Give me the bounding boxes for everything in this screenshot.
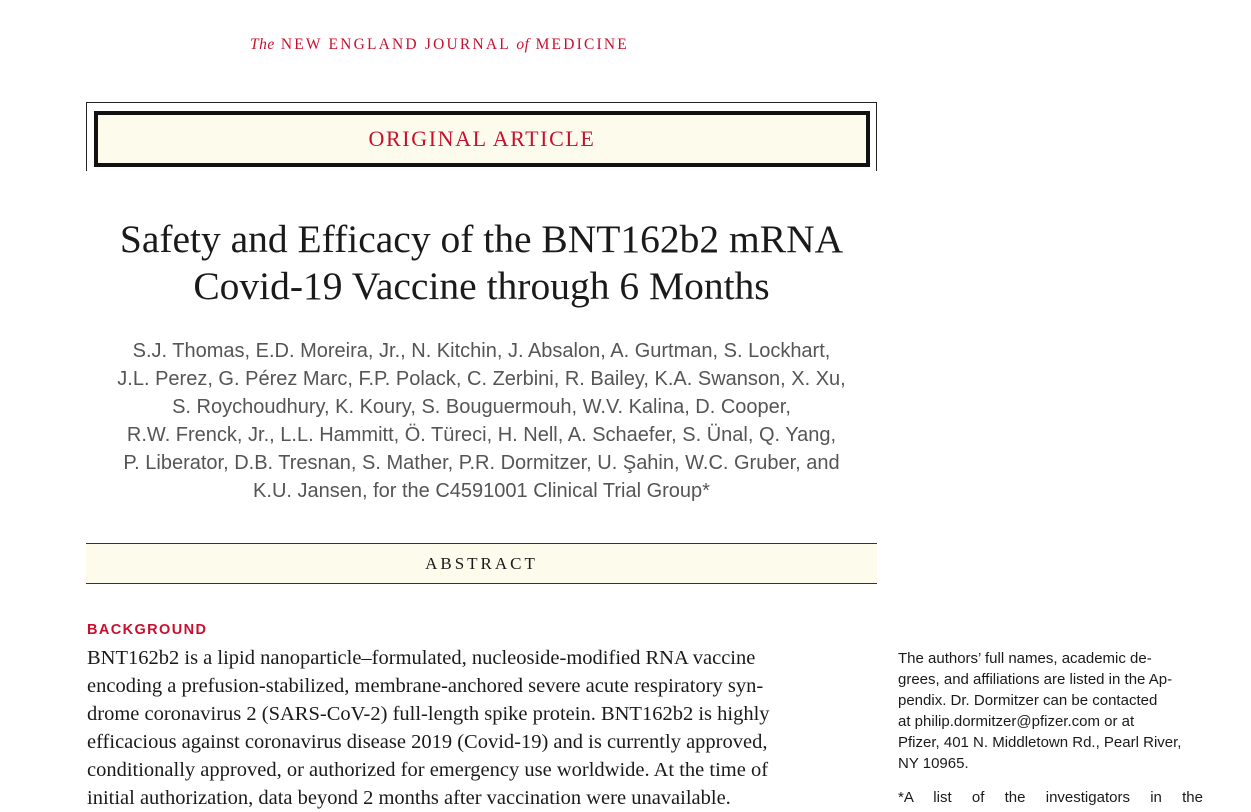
- article-type-label: ORIGINAL ARTICLE: [368, 126, 596, 151]
- sidenote-line: grees, and affiliations are listed in the Ap-: [898, 671, 1173, 688]
- background-line: drome coronavirus 2 (SARS-CoV-2) full-length spike protein. BNT162b2 is highly: [87, 703, 770, 725]
- background-line: encoding a prefusion-stabilized, membrane-anchored severe acute respiratory syn-: [87, 675, 764, 697]
- author-affiliation-note: [898, 648, 1203, 774]
- journal-name-part2: MEDICINE: [535, 36, 629, 53]
- author-line: S.J. Thomas, E.D. Moreira, Jr., N. Kitchin, J. Absalon, A. Gurtman, S. Lockhart,: [132, 340, 831, 362]
- background-line: conditionally approved, or authorized for emergency use worldwide. At the time of: [87, 759, 769, 781]
- sidenote-line: at philip.dormitzer@pfizer.com or at: [898, 713, 1135, 730]
- investigators-note: *A list of the investigators in the: [898, 789, 1203, 806]
- journal-of: of: [516, 36, 530, 53]
- journal-name-part1: NEW ENGLAND JOURNAL: [280, 36, 511, 53]
- author-list: [86, 337, 877, 505]
- author-line: K.U. Jansen, for the C4591001 Clinical Trial Group*: [253, 480, 710, 502]
- background-heading: BACKGROUND: [87, 622, 208, 638]
- background-paragraph: [87, 644, 879, 812]
- background-line: initial authorization, data beyond 2 months after vaccination were unavailable.: [87, 787, 731, 809]
- sidenote-line: Pfizer, 401 N. Middletown Rd., Pearl River,: [898, 734, 1182, 751]
- sidenote-line: The authors’ full names, academic de-: [898, 650, 1152, 667]
- abstract-label: ABSTRACT: [425, 553, 538, 573]
- article-type-banner: [94, 111, 870, 167]
- sidenote-line: NY 10965.: [898, 755, 969, 772]
- article-title-line-1: Safety and Efficacy of the BNT162b2 mRNA: [119, 217, 844, 261]
- author-line: P. Liberator, D.B. Tresnan, S. Mather, P.R. Dormitzer, U. Şahin, W.C. Gruber, and: [123, 452, 840, 474]
- article-title-line-2: Covid-19 Vaccine through 6 Months: [193, 264, 770, 308]
- author-line: S. Roychoudhury, K. Koury, S. Bouguermouh, W.V. Kalina, D. Cooper,: [172, 396, 791, 418]
- background-line: BNT162b2 is a lipid nanoparticle–formulated, nucleoside-modified RNA vaccine: [87, 647, 756, 669]
- article-title: [86, 216, 877, 310]
- background-line: efficacious against coronavirus disease 2019 (Covid-19) and is currently approved,: [87, 731, 768, 753]
- abstract-header-bar: [86, 543, 877, 584]
- journal-the: The: [250, 36, 275, 53]
- sidenote-line: pendix. Dr. Dormitzer can be contacted: [898, 692, 1158, 709]
- author-line: R.W. Frenck, Jr., L.L. Hammitt, Ö. Türeci, H. Nell, A. Schaefer, S. Ünal, Q. Yang,: [126, 424, 837, 446]
- journal-masthead: [250, 36, 720, 54]
- author-line: J.L. Perez, G. Pérez Marc, F.P. Polack, C. Zerbini, R. Bailey, K.A. Swanson, X. Xu,: [117, 368, 846, 390]
